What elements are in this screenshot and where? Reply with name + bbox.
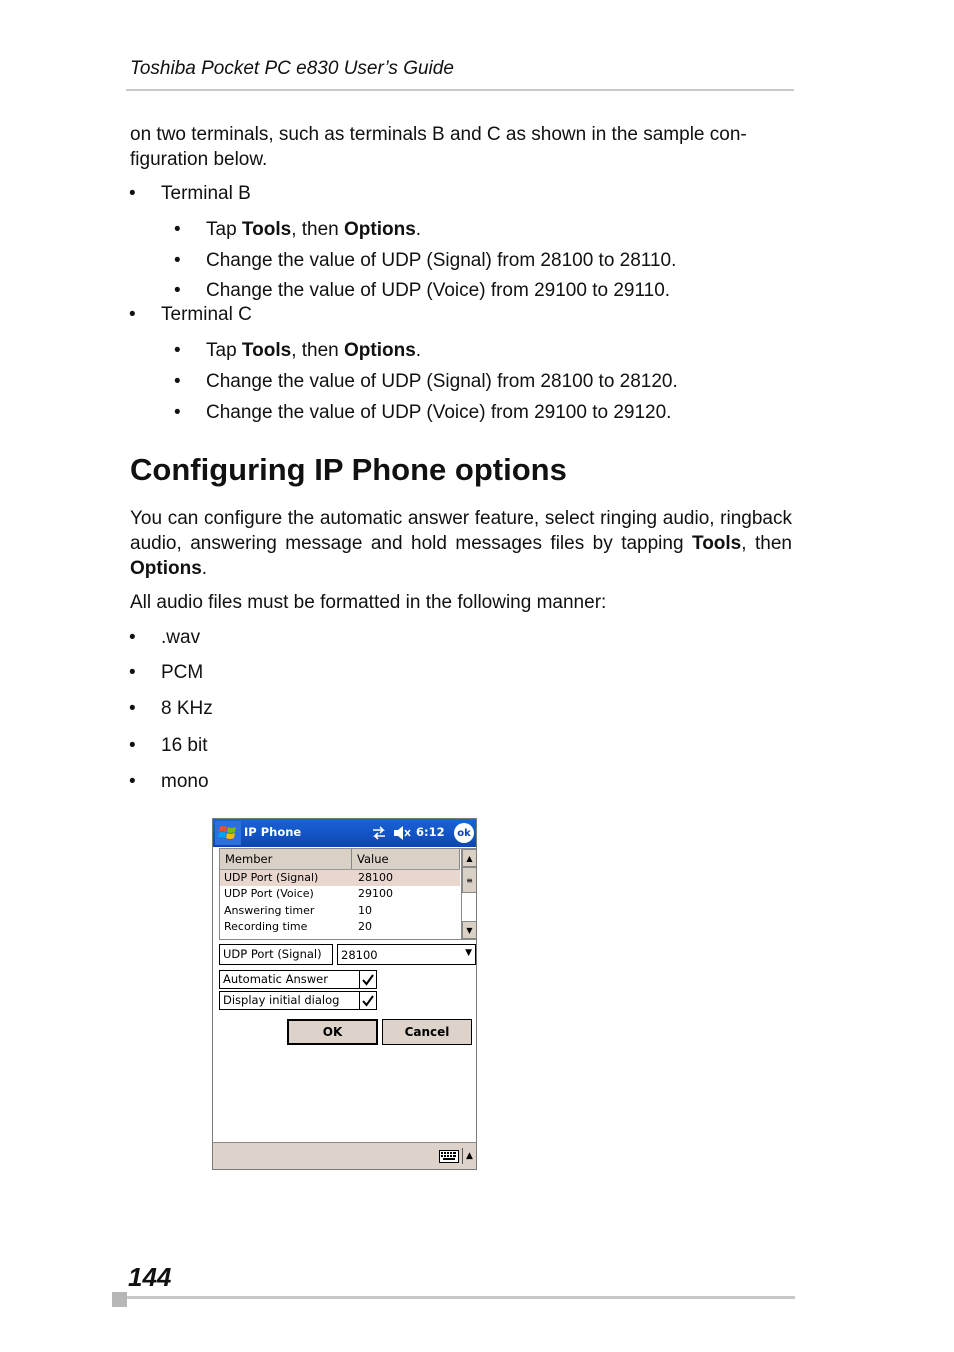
step-text: Change the value of UDP (Voice) from 29100 to 29110.: [206, 280, 671, 301]
section-heading: Configuring IP Phone options: [130, 452, 567, 487]
checkbox-checked-icon[interactable]: [359, 992, 376, 1009]
step-text: .: [415, 219, 422, 240]
bullet: •: [129, 698, 136, 719]
footer-rule: [127, 1296, 795, 1299]
step-text: , then: [291, 219, 345, 240]
paragraph-text: .: [201, 558, 208, 579]
checkbox-checked-icon[interactable]: [359, 971, 376, 988]
bullet: •: [174, 219, 181, 240]
format-text: 16 bit: [161, 735, 208, 756]
paragraph-text: You can configure the automatic answer feature, select ringing audio, ringback audio, answering message and hold messages files by tapping: [130, 508, 792, 554]
bullet: •: [174, 280, 181, 301]
table-row[interactable]: [220, 870, 460, 886]
step-text: Tap: [206, 219, 242, 240]
chevron-down-icon[interactable]: ▼: [465, 948, 472, 958]
page-number: 144: [128, 1262, 172, 1292]
scroll-down-icon[interactable]: ▼: [462, 921, 477, 939]
column-header-member[interactable]: Member: [220, 849, 352, 869]
bullet: •: [129, 662, 136, 683]
checkbox-label: Automatic Answer: [223, 972, 328, 986]
windows-start-icon[interactable]: [215, 821, 241, 845]
app-title: IP Phone: [244, 825, 302, 839]
step-text: , then: [291, 340, 345, 361]
table-row[interactable]: [220, 886, 460, 902]
display-initial-dialog-checkbox-row[interactable]: [219, 991, 377, 1010]
column-header-value[interactable]: Value: [352, 849, 460, 869]
tools-term: Tools: [241, 219, 292, 240]
bullet: •: [129, 304, 136, 325]
scroll-thumb[interactable]: ≡: [462, 867, 477, 893]
combo-value: 28100: [341, 948, 378, 962]
intro-line-2: figuration below.: [130, 149, 268, 170]
format-text: 8 KHz: [161, 698, 213, 719]
menu-bar: [213, 1142, 476, 1170]
bullet: •: [174, 250, 181, 271]
ok-button[interactable]: OK: [287, 1019, 378, 1045]
options-term: Options: [344, 340, 416, 361]
header-rule: [126, 89, 794, 91]
running-header: Toshiba Pocket PC e830 User’s Guide: [130, 58, 454, 79]
title-bar: [213, 819, 476, 847]
pocket-pc-screenshot: [212, 818, 477, 1170]
value-cell: 29100: [358, 887, 393, 900]
value-cell: 20: [358, 920, 372, 933]
bullet: •: [129, 627, 136, 648]
bullet: •: [129, 771, 136, 792]
clock[interactable]: 6:12: [416, 825, 445, 839]
chevron-up-icon[interactable]: ▲: [462, 1148, 473, 1164]
list-item-text: Terminal C: [161, 304, 252, 325]
value-cell: 10: [358, 904, 372, 917]
format-text: PCM: [161, 662, 204, 683]
step-text: Change the value of UDP (Signal) from 28100 to 28120.: [206, 371, 678, 392]
member-cell: Answering timer: [224, 904, 315, 917]
step-text: Change the value of UDP (Signal) from 28100 to 28110.: [206, 250, 677, 271]
options-term: Options: [130, 558, 202, 579]
table-row[interactable]: [220, 903, 460, 919]
format-text: .wav: [161, 627, 201, 648]
format-text: mono: [161, 771, 209, 792]
tools-term: Tools: [241, 340, 292, 361]
bullet: •: [174, 340, 181, 361]
settings-listview[interactable]: [219, 848, 476, 940]
step-text: Tap: [206, 340, 242, 361]
options-term: Options: [344, 219, 416, 240]
value-combobox[interactable]: [337, 944, 476, 965]
step-text: .: [415, 340, 422, 361]
keyboard-icon[interactable]: [439, 1150, 459, 1163]
intro-paragraph: [130, 122, 792, 172]
tools-term: Tools: [692, 533, 742, 554]
footer-marker: [112, 1292, 127, 1307]
bullet: •: [129, 183, 136, 204]
checkbox-label: Display initial dialog: [223, 993, 340, 1007]
member-cell: Recording time: [224, 920, 308, 933]
list-header: [220, 849, 460, 870]
value-cell: 28100: [358, 871, 393, 884]
selected-field-label: UDP Port (Signal): [219, 944, 333, 965]
ok-title-button[interactable]: ok: [454, 823, 474, 843]
member-cell: UDP Port (Signal): [224, 871, 319, 884]
member-cell: UDP Port (Voice): [224, 887, 314, 900]
cancel-button[interactable]: Cancel: [382, 1019, 472, 1045]
list-scrollbar[interactable]: [461, 849, 477, 939]
list-item-text: Terminal B: [161, 183, 251, 204]
step-text: Change the value of UDP (Voice) from 29100 to 29120.: [206, 402, 672, 423]
automatic-answer-checkbox-row[interactable]: [219, 970, 377, 989]
bullet: •: [129, 735, 136, 756]
scroll-up-icon[interactable]: ▲: [462, 849, 477, 867]
section-paragraph: [130, 506, 792, 581]
table-row[interactable]: [220, 919, 460, 935]
speaker-muted-icon[interactable]: [393, 825, 411, 841]
bullet: •: [174, 371, 181, 392]
intro-line-1: on two terminals, such as terminals B and C as shown in the sample con-: [130, 124, 747, 145]
paragraph-text: , then: [741, 533, 792, 554]
formats-intro: All audio files must be formatted in the following manner:: [130, 592, 607, 613]
bullet: •: [174, 402, 181, 423]
connectivity-icon[interactable]: [371, 826, 387, 840]
